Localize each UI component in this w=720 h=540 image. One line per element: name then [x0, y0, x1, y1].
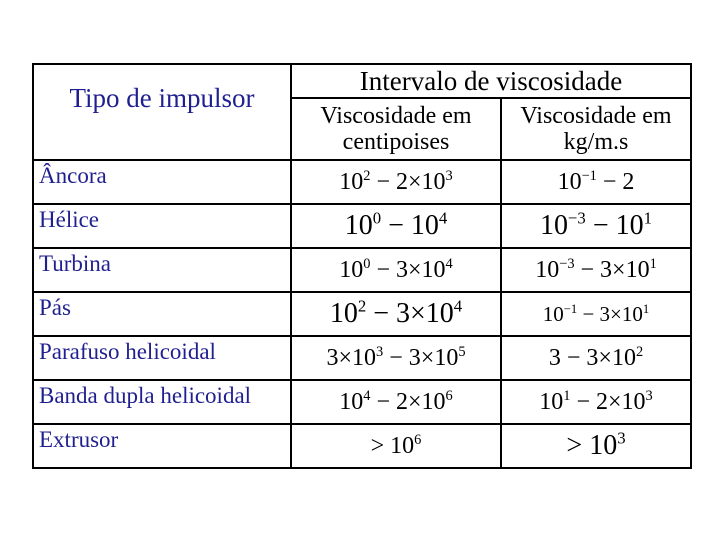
- value-centipoises: > $10^6$: [291, 424, 501, 468]
- value-kgms: > $10^3$: [501, 424, 691, 468]
- value-centipoises: $3\times 10^3 - 3\times 10^5$: [291, 336, 501, 380]
- row-label: Âncora: [33, 160, 291, 204]
- value-kgms: $3 - 3\times 10^2$: [501, 336, 691, 380]
- viscosity-table: [32, 63, 692, 469]
- row-label: Turbina: [33, 248, 291, 292]
- header-centipoises: [291, 98, 501, 160]
- header-kgms-line1: Viscosidade em: [520, 103, 672, 129]
- value-kgms: $10^{-3} - 10^1$: [501, 204, 691, 248]
- value-centipoises: $10^2 - 2\times 10^3$: [291, 160, 501, 204]
- value-kgms: $10^{-1} - 2$: [501, 160, 691, 204]
- value-kgms: $10^1 - 2\times 10^3$: [501, 380, 691, 424]
- table-row: [33, 292, 691, 336]
- table-row: [33, 336, 691, 380]
- row-label: Pás: [33, 292, 291, 336]
- table-row: [33, 380, 691, 424]
- table-row: [33, 160, 691, 204]
- value-centipoises: $10^4 - 2\times 10^6$: [291, 380, 501, 424]
- table-row: [33, 424, 691, 468]
- header-kgms-line2: kg/m.s: [563, 129, 629, 155]
- viscosity-table-container: [32, 63, 690, 465]
- table-row: [33, 248, 691, 292]
- header-impulsor: Tipo de impulsor: [33, 64, 291, 160]
- header-centipoises-line2: centipoises: [342, 129, 450, 155]
- table-row: [33, 204, 691, 248]
- value-centipoises: $10^2 - 3\times 10^4$: [291, 292, 501, 336]
- row-label: Extrusor: [33, 424, 291, 468]
- header-centipoises-line1: Viscosidade em: [320, 103, 472, 129]
- header-row-1: [33, 64, 691, 98]
- row-label: Banda dupla helicoidal: [33, 380, 291, 424]
- row-label: Hélice: [33, 204, 291, 248]
- row-label: Parafuso helicoidal: [33, 336, 291, 380]
- header-kgms: [501, 98, 691, 160]
- value-kgms: $10^{-3} - 3\times 10^1$: [501, 248, 691, 292]
- value-kgms: $10^{-1} - 3\times 10^1$: [501, 292, 691, 336]
- value-centipoises: $10^0 - 10^4$: [291, 204, 501, 248]
- header-interval: Intervalo de viscosidade: [291, 64, 691, 98]
- value-centipoises: $10^0 - 3\times 10^4$: [291, 248, 501, 292]
